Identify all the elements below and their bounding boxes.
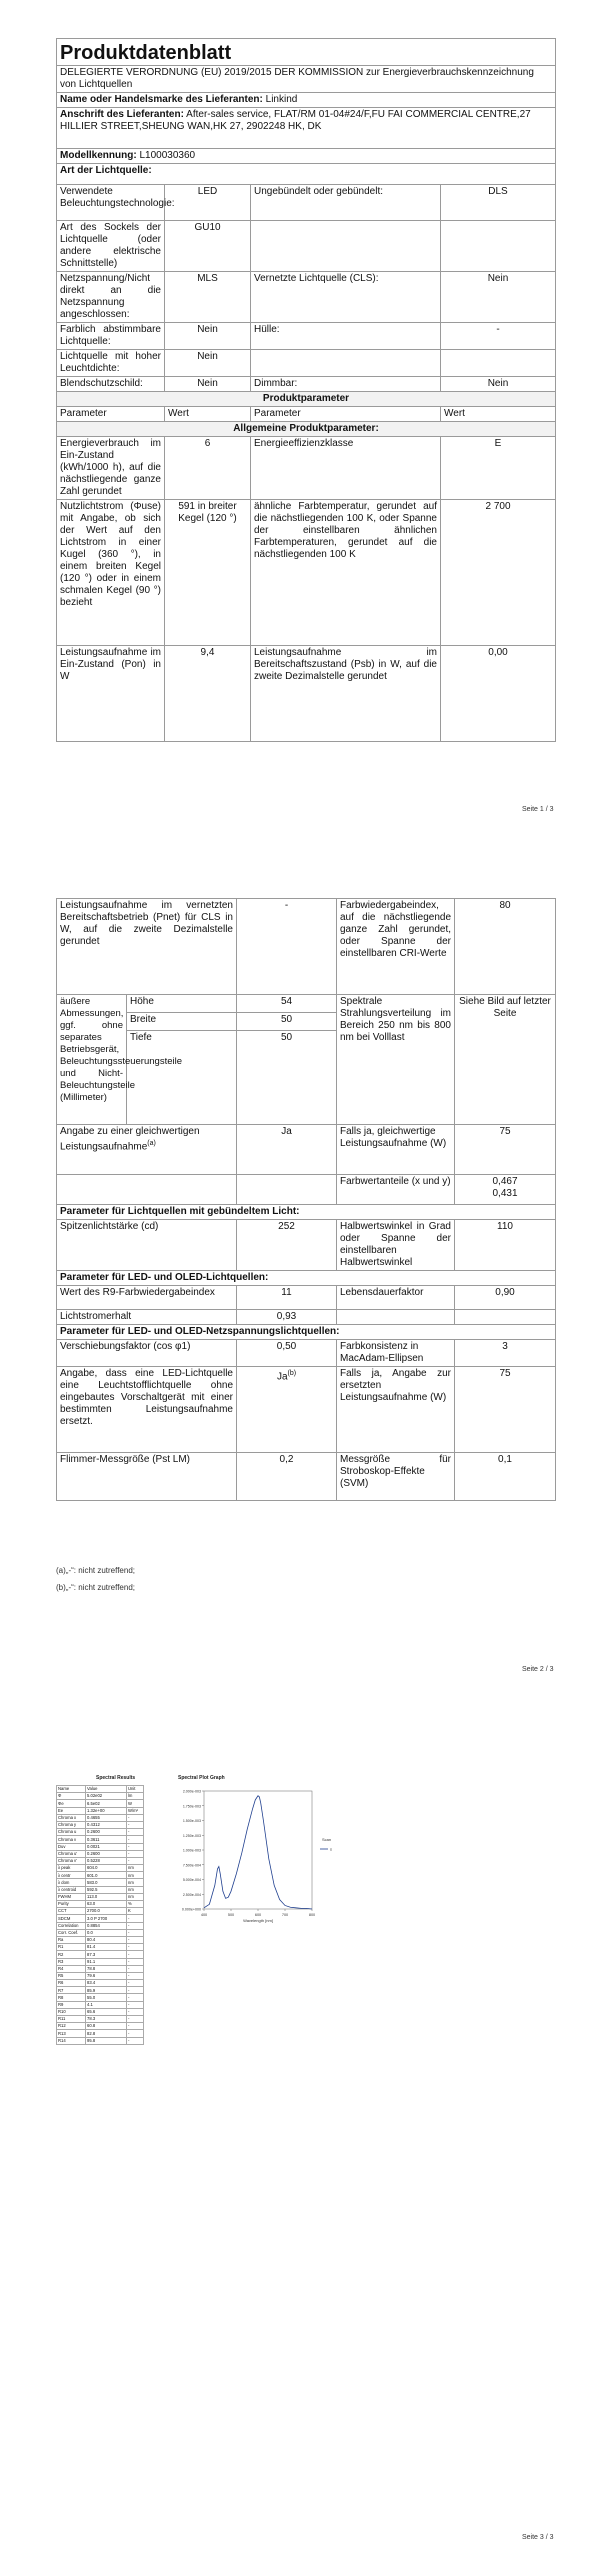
cct-value: 2 700 [441,500,556,646]
net-standby-label: Leistungsaufnahme im vernetzten Bereitschaftsbetrieb (Pnet) für CLS in W, auf die zweite Dezimalstelle gerundet [57,899,237,995]
beam-angle-value: 110 [455,1220,556,1271]
spec-table-cell: - [127,2023,144,2030]
spec-table-cell: 65.6 [86,2008,127,2015]
page-title: Produktdatenblatt [57,39,556,66]
spec-table-row [57,1908,144,1915]
spec-table-cell: 4.1 [86,2001,127,2008]
spec-table-cell: 604.0 [86,1865,127,1872]
spec-table-cell: 2700.0 [86,1908,127,1915]
spec-table-cell: 5.02e02 [86,1793,127,1800]
cap-label: Art des Sockels der Lichtquelle (oder andere elektrische Schnittstelle) [57,221,165,272]
spec-table-cell: R14 [57,2037,86,2044]
empty-cell [337,1310,455,1325]
spec-table-cell: 87.3 [86,1951,127,1958]
spec-table-row [57,1965,144,1972]
legend-item: s [330,1846,332,1852]
spec-table-cell: R1 [57,1944,86,1951]
supplier-value: Linkind [265,94,298,105]
cls-label: Vernetzte Lichtquelle (CLS): [251,272,441,323]
spec-table-cell: K [127,1908,144,1915]
page-footer-2: Seite 2 / 3 [522,1666,554,1673]
spec-table-row [57,2016,144,2023]
peak-intensity-value: 252 [237,1220,337,1271]
mains-label: Netzspannung/Nicht direkt an die Netzspannung angeschlossen: [57,272,165,323]
spec-table-cell: FWHM [57,1893,86,1900]
param-col-header: Parameter [251,407,441,422]
spec-table-cell: Φe [57,1800,86,1807]
envelope-value: - [441,323,556,350]
page-footer-3: Seite 3 / 3 [522,2534,554,2541]
spec-table-cell: Chroma u [57,1829,86,1836]
spec-table-cell: Correlation [57,1922,86,1929]
svm-value: 0,1 [455,1453,556,1501]
spec-table-cell: 113.0 [86,1893,127,1900]
spectral-distribution-value: Siehe Bild auf letzter Seite [455,995,556,1125]
spec-table-cell: - [127,1980,144,1987]
replacement-value-text: Ja [276,1371,288,1383]
spec-table-cell: 592.5 [86,1886,127,1893]
cri-label: Farbwiedergabeindex, auf die nächstliegende ganze Zahl gerundet, oder Spanne der einstellbaren CRI-Werte [337,899,455,995]
luminous-flux-label: Nutzlichtstrom (Φuse) mit Angabe, ob sich der Wert auf den Lichtstrom in einer Kugel (360 °), in einem breiten Kegel (120 °) oder in einem schmalen Kegel (90 °) bezieht [57,500,165,646]
spec-table-cell: - [127,1929,144,1936]
spec-table-cell: % [127,1901,144,1908]
spec-table-cell: R13 [57,2030,86,2037]
spec-table-row [57,1872,144,1879]
empty-cell [441,350,556,377]
spec-table-cell: - [127,2016,144,2023]
spec-table-row [57,1972,144,1979]
footnote-b: (b)„-“: nicht zutreffend; [56,1583,135,1592]
spec-table-cell: - [127,1936,144,1943]
standby-power-value: 0,00 [441,646,556,742]
spec-table-cell: 81.4 [86,1944,127,1951]
glare-value: Nein [165,377,251,392]
spec-table-row [57,1807,144,1814]
directional-header: Parameter für Lichtquellen mit gebündeltem Licht: [57,1205,556,1220]
spec-table-row [57,1857,144,1864]
value-col-header: Wert [165,407,251,422]
spec-table-row [57,1865,144,1872]
spec-table-row [57,1886,144,1893]
svm-label: Messgröße für Stroboskop-Effekte (SVM) [337,1453,455,1501]
cap-value: GU10 [165,221,251,272]
equivalent-power-text: Angabe zu einer gleichwertigen Leistungsaufnahme [60,1126,200,1153]
spec-table-row [57,1814,144,1821]
empty-cell [251,350,441,377]
spec-table-cell: 85.9 [86,1987,127,1994]
spec-table-row [57,1951,144,1958]
spec-table-cell: λ centr [57,1872,86,1879]
r9-label: Wert des R9-Farbwiedergabeindex [57,1286,237,1310]
empty-cell [251,221,441,272]
directional-value: DLS [441,185,556,221]
spec-table-row [57,1829,144,1836]
spec-table-row [57,1958,144,1965]
spec-table-cell: 0.0021 [86,1843,127,1850]
mains-value: MLS [165,272,251,323]
value-col-header: Wert [441,407,556,422]
spec-table-cell: - [127,1944,144,1951]
spec-table-cell: - [127,1857,144,1864]
replacement-power-label: Falls ja, Angabe zur ersetzten Leistungsaufnahme (W) [337,1367,455,1453]
spec-table-cell: Duv [57,1843,86,1850]
spec-table-cell: R11 [57,2016,86,2023]
spec-table-cell: 95.8 [86,2037,127,2044]
spec-table-cell: R7 [57,1987,86,1994]
supplier-label: Name oder Handelsmarke des Lieferanten: [60,94,263,105]
spec-table-cell: Chroma x [57,1814,86,1821]
y-tick-label: 5.000e-004 [182,1878,201,1882]
datasheet-page-1 [56,38,556,742]
net-standby-value: - [237,899,337,995]
model-label: Modellkennung: [60,150,137,161]
address-row [57,108,556,149]
spec-table-row [57,2008,144,2015]
y-tick-label: 2.000e-003 [182,1789,201,1794]
y-tick-label: 1.250e-003 [182,1833,201,1838]
general-params-header: Allgemeine Produktparameter: [57,422,556,437]
x-tick-label: 400 [200,1913,208,1917]
datasheet-page-2 [56,898,556,1501]
spec-table-cell: Ee [57,1807,86,1814]
dimension-value: 50 [237,1031,337,1125]
spec-table-cell: - [127,1958,144,1965]
tech-value: LED [165,185,251,221]
equivalent-power-w-label: Falls ja, gleichwertige Leistungsaufnahme (W) [337,1125,455,1175]
spec-table-cell: - [127,1814,144,1821]
spectral-chart [162,1783,367,1953]
spec-table-cell: Value [86,1786,127,1793]
spec-table-cell: R8 [57,1994,86,2001]
tech-label: Verwendete Beleuchtungstechnologie: [57,185,165,221]
on-mode-power-label: Leistungsaufnahme im Ein-Zustand (Pon) in W [57,646,165,742]
led-header: Parameter für LED- und OLED-Lichtquellen: [57,1271,556,1286]
page-footer-1: Seite 1 / 3 [522,806,554,813]
spec-table-cell: 78.8 [86,1965,127,1972]
spec-table-row [57,2023,144,2030]
spec-table-row [57,1850,144,1857]
dimensions-label: äußere Abmessungen, ggf. ohne separates Betriebsgerät, Beleuchtungssteuerungsteile und Nicht-Beleuchtungsteile (Millimeter) [57,995,127,1125]
spec-table-cell: 82.8 [86,2030,127,2037]
spec-table-cell: - [127,1821,144,1828]
survival-factor-value: 0,90 [455,1286,556,1310]
spec-table-cell: W [127,1800,144,1807]
spec-table-cell: - [127,2030,144,2037]
replacement-power-value: 75 [455,1367,556,1453]
spec-table-cell: λ dom [57,1879,86,1886]
spec-table-cell: nm [127,1872,144,1879]
replacement-value [237,1367,337,1453]
product-params-header: Produktparameter [57,392,556,407]
spec-table-cell: R4 [57,1965,86,1972]
spec-table-cell: Chroma v [57,1836,86,1843]
spec-table-cell: Chroma u' [57,1850,86,1857]
spec-table-cell: - [127,1972,144,1979]
spec-table-cell: 0.4312 [86,1821,127,1828]
dimension-value: 54 [237,995,337,1013]
spec-table-cell: R10 [57,2008,86,2015]
spec-table-cell: Chroma v' [57,1857,86,1864]
spec-table-row [57,1944,144,1951]
model-row [57,149,556,164]
empty-cell [237,1175,337,1205]
flicker-value: 0,2 [237,1453,337,1501]
spec-table-row [57,2037,144,2044]
y-tick-label: 0.000e+000 [181,1907,201,1912]
spec-table-cell: SDCM [57,1915,86,1922]
energy-consumption-value: 6 [165,437,251,500]
chromaticity-value [455,1175,556,1205]
tunable-label: Farblich abstimmbare Lichtquelle: [57,323,165,350]
spec-table-cell: nm [127,1886,144,1893]
spec-table-row [57,1915,144,1922]
spec-table-cell: 0.4655 [86,1814,127,1821]
empty-cell [455,1310,556,1325]
footnote-a-marker: (a) [147,1140,156,1147]
spec-table-cell: 0.3611 [86,1836,127,1843]
tunable-value: Nein [165,323,251,350]
spec-table-row [57,2001,144,2008]
y-tick-label: 1.500e-003 [182,1819,201,1823]
directional-label: Ungebündelt oder gebündelt: [251,185,441,221]
cct-label: ähnliche Farbtemperatur, gerundet auf die nächstliegenden 100 K, oder Spanne der einstellbaren ähnlichen Farbtemperaturen, gerundet auf die nächstliegenden 100 K [251,500,441,646]
power-factor-label: Verschiebungsfaktor (cos φ1) [57,1340,237,1367]
spec-table-cell: 1.32e+00 [86,1807,127,1814]
spec-table-cell: R9 [57,2001,86,2008]
spec-table-cell: - [127,2001,144,2008]
equivalent-power-w-value: 75 [455,1125,556,1175]
spec-table-row [57,1901,144,1908]
spec-table-cell: 583.0 [86,1879,127,1886]
spec-table-cell: W/m² [127,1807,144,1814]
chromaticity-label: Farbwertanteile (x und y) [337,1175,455,1205]
cls-value: Nein [441,272,556,323]
spec-table-cell: 6.5e02 [86,1800,127,1807]
spec-table-cell: - [127,2008,144,2015]
dimension-value: 50 [237,1013,337,1031]
standby-power-label: Leistungsaufnahme im Bereitschaftszustand (Psb) in W, auf die zweite Dezimalstelle gerundet [251,646,441,742]
address-label: Anschrift des Lieferanten: [60,109,184,120]
spectral-graph-title: Spectral Plot Graph [178,1775,225,1781]
spec-table-row [57,1879,144,1886]
spec-table-cell: - [127,1843,144,1850]
supplier-row [57,93,556,108]
dimmable-label: Dimmbar: [251,377,441,392]
spec-table-cell: - [127,1915,144,1922]
luminous-flux-value: 591 in breiter Kegel (120 °) [165,500,251,646]
y-tick-label: 1.750e-003 [182,1804,201,1809]
equivalent-power-label [57,1125,237,1175]
equivalent-power-value: Ja [237,1125,337,1175]
spec-table-cell: 55.0 [86,1994,127,2001]
dimension-name: Tiefe [127,1031,237,1125]
spec-table-cell: 83.4 [86,1980,127,1987]
spec-table-cell: R3 [57,1958,86,1965]
param-col-header: Parameter [57,407,165,422]
spec-table-cell: 0.2600 [86,1850,127,1857]
spec-table-cell: R12 [57,2023,86,2030]
spec-table-row [57,1987,144,1994]
spec-table-row [57,1994,144,2001]
spectral-distribution-label: Spektrale Strahlungsverteilung im Bereich 250 nm bis 800 nm bei Volllast [337,995,455,1125]
beam-angle-label: Halbwertswinkel in Grad oder Spanne der einstellbaren Halbwertswinkel [337,1220,455,1271]
footnote-b-marker: (b) [287,1370,297,1377]
spectral-results-panel [56,1775,336,2150]
plot-frame [204,1791,312,1909]
spec-table-cell: - [127,2037,144,2044]
power-factor-value: 0,50 [237,1340,337,1367]
dimension-name: Höhe [127,995,237,1013]
envelope-label: Hülle: [251,323,441,350]
spec-table-cell: - [127,1829,144,1836]
spec-table-cell: Unit [127,1786,144,1793]
spec-table-cell: nm [127,1879,144,1886]
cri-value: 80 [455,899,556,995]
spec-table-cell: 0.2600 [86,1829,127,1836]
spec-table-cell: - [127,1994,144,2001]
macadam-value: 3 [455,1340,556,1367]
spec-table-cell: nm [127,1893,144,1900]
spec-table-cell: R5 [57,1972,86,1979]
dimension-name: Breite [127,1013,237,1031]
lumen-maintenance-value: 0,93 [237,1310,337,1325]
spec-table-cell: - [127,1836,144,1843]
spec-table-cell: - [127,1965,144,1972]
x-tick-label: 800 [308,1913,316,1917]
y-tick-label: 7.500e-004 [182,1863,201,1868]
spec-table-cell: 91.1 [86,1958,127,1965]
spec-table-cell: 63.0 [86,1901,127,1908]
legend-title: Scan [322,1837,332,1842]
spec-table-cell: - [127,1987,144,1994]
spec-table-cell: lm [127,1793,144,1800]
spec-table-row [57,1929,144,1936]
spec-table-cell: 3.0 P 2700 [86,1915,127,1922]
spec-table-row [57,1821,144,1828]
high-luminance-label: Lichtquelle mit hoher Leuchtdichte: [57,350,165,377]
empty-cell [57,1175,237,1205]
spec-table-row [57,1836,144,1843]
spec-table-cell: R6 [57,1980,86,1987]
spec-table-row [57,1922,144,1929]
spec-table-cell: Corr. Coef. [57,1929,86,1936]
high-luminance-value: Nein [165,350,251,377]
spec-table-row [57,1800,144,1807]
dimmable-value: Nein [441,377,556,392]
spec-table-cell: 60.8 [86,2023,127,2030]
on-mode-power-value: 9,4 [165,646,251,742]
spec-table-row [57,1936,144,1943]
x-tick-label: 500 [227,1913,235,1917]
empty-cell [441,221,556,272]
y-tick-label: 2.500e-004 [182,1892,201,1897]
footnote-a: (a)„-“: nicht zutreffend; [56,1566,135,1575]
spec-table-row [57,1843,144,1850]
x-axis-label: Wavelength [nm] [243,1918,273,1923]
chroma-x: 0,467 [492,1176,518,1187]
chroma-y: 0,431 [492,1188,518,1199]
spec-table-cell: 601.0 [86,1872,127,1879]
spectral-results-title: Spectral Results [96,1775,136,1781]
spec-table-cell: Chroma y [57,1821,86,1828]
flicker-label: Flimmer-Messgröße (Pst LM) [57,1453,237,1501]
spec-table-cell: 78.3 [86,2016,127,2023]
model-value: L100030360 [139,150,196,161]
replacement-label: Angabe, dass eine LED-Lichtquelle eine Leuchtstofflichtquelle ohne eingebautes Vorschaltgerät mit einer bestimmten Leistungsaufnahme ersetzt. [57,1367,237,1453]
lumen-maintenance-label: Lichtstromerhalt [57,1310,237,1325]
spec-table-cell: R2 [57,1951,86,1958]
macadam-label: Farbkonsistenz in MacAdam-Ellipsen [337,1340,455,1367]
address-value: After-sales service, FLAT/RM 01-04#24/F,FU FAI COMMERCIAL CENTRE,27 HILLIER STREET,SHEUNG WAN,HK 27, 2902248 HK, DK [60,109,531,132]
spec-table-cell: Purity [57,1901,86,1908]
spec-table-cell: 79.6 [86,1972,127,1979]
mains-led-header: Parameter für LED- und OLED-Netzspannungslichtquellen: [57,1325,556,1340]
spec-table-cell: 0.5228 [86,1857,127,1864]
spec-table-cell: 0.8854 [86,1922,127,1929]
peak-intensity-label: Spitzenlichtstärke (cd) [57,1220,237,1271]
energy-class-label: Energieeffizienzklasse [251,437,441,500]
spec-table-cell: Ra [57,1936,86,1943]
spec-table-row [57,1793,144,1800]
spec-table-cell: - [127,1922,144,1929]
x-tick-label: 700 [281,1913,289,1917]
energy-class-value: E [441,437,556,500]
survival-factor-label: Lebensdauerfaktor [337,1286,455,1310]
spec-table-cell: - [127,1850,144,1857]
spec-table-cell: Name [57,1786,86,1793]
spec-table-row [57,1893,144,1900]
glare-label: Blendschutzschild: [57,377,165,392]
spec-table-row [57,1786,144,1793]
spec-table-cell: CCT [57,1908,86,1915]
spectral-results-table [56,1785,144,2045]
spec-table-cell: Φ [57,1793,86,1800]
spec-table-cell: - [127,1951,144,1958]
r9-value: 11 [237,1286,337,1310]
spec-table-cell: λ centroid [57,1886,86,1893]
spec-table-row [57,1980,144,1987]
regulation-text: DELEGIERTE VERORDNUNG (EU) 2019/2015 DER KOMMISSION zur Energieverbrauchskennzeichnung von Lichtquellen [57,66,556,93]
spec-table-cell: 0.0 [86,1929,127,1936]
spec-table-row [57,2030,144,2037]
spec-table-cell: λ peak [57,1865,86,1872]
lightsource-type-header: Art der Lichtquelle: [57,164,556,185]
spec-table-cell: nm [127,1865,144,1872]
energy-consumption-label: Energieverbrauch im Ein-Zustand (kWh/1000 h), auf die nächstliegende ganze Zahl gerundet [57,437,165,500]
x-tick-label: 600 [254,1913,262,1917]
y-tick-label: 1.000e-003 [182,1848,201,1853]
spec-table-cell: 80.4 [86,1936,127,1943]
